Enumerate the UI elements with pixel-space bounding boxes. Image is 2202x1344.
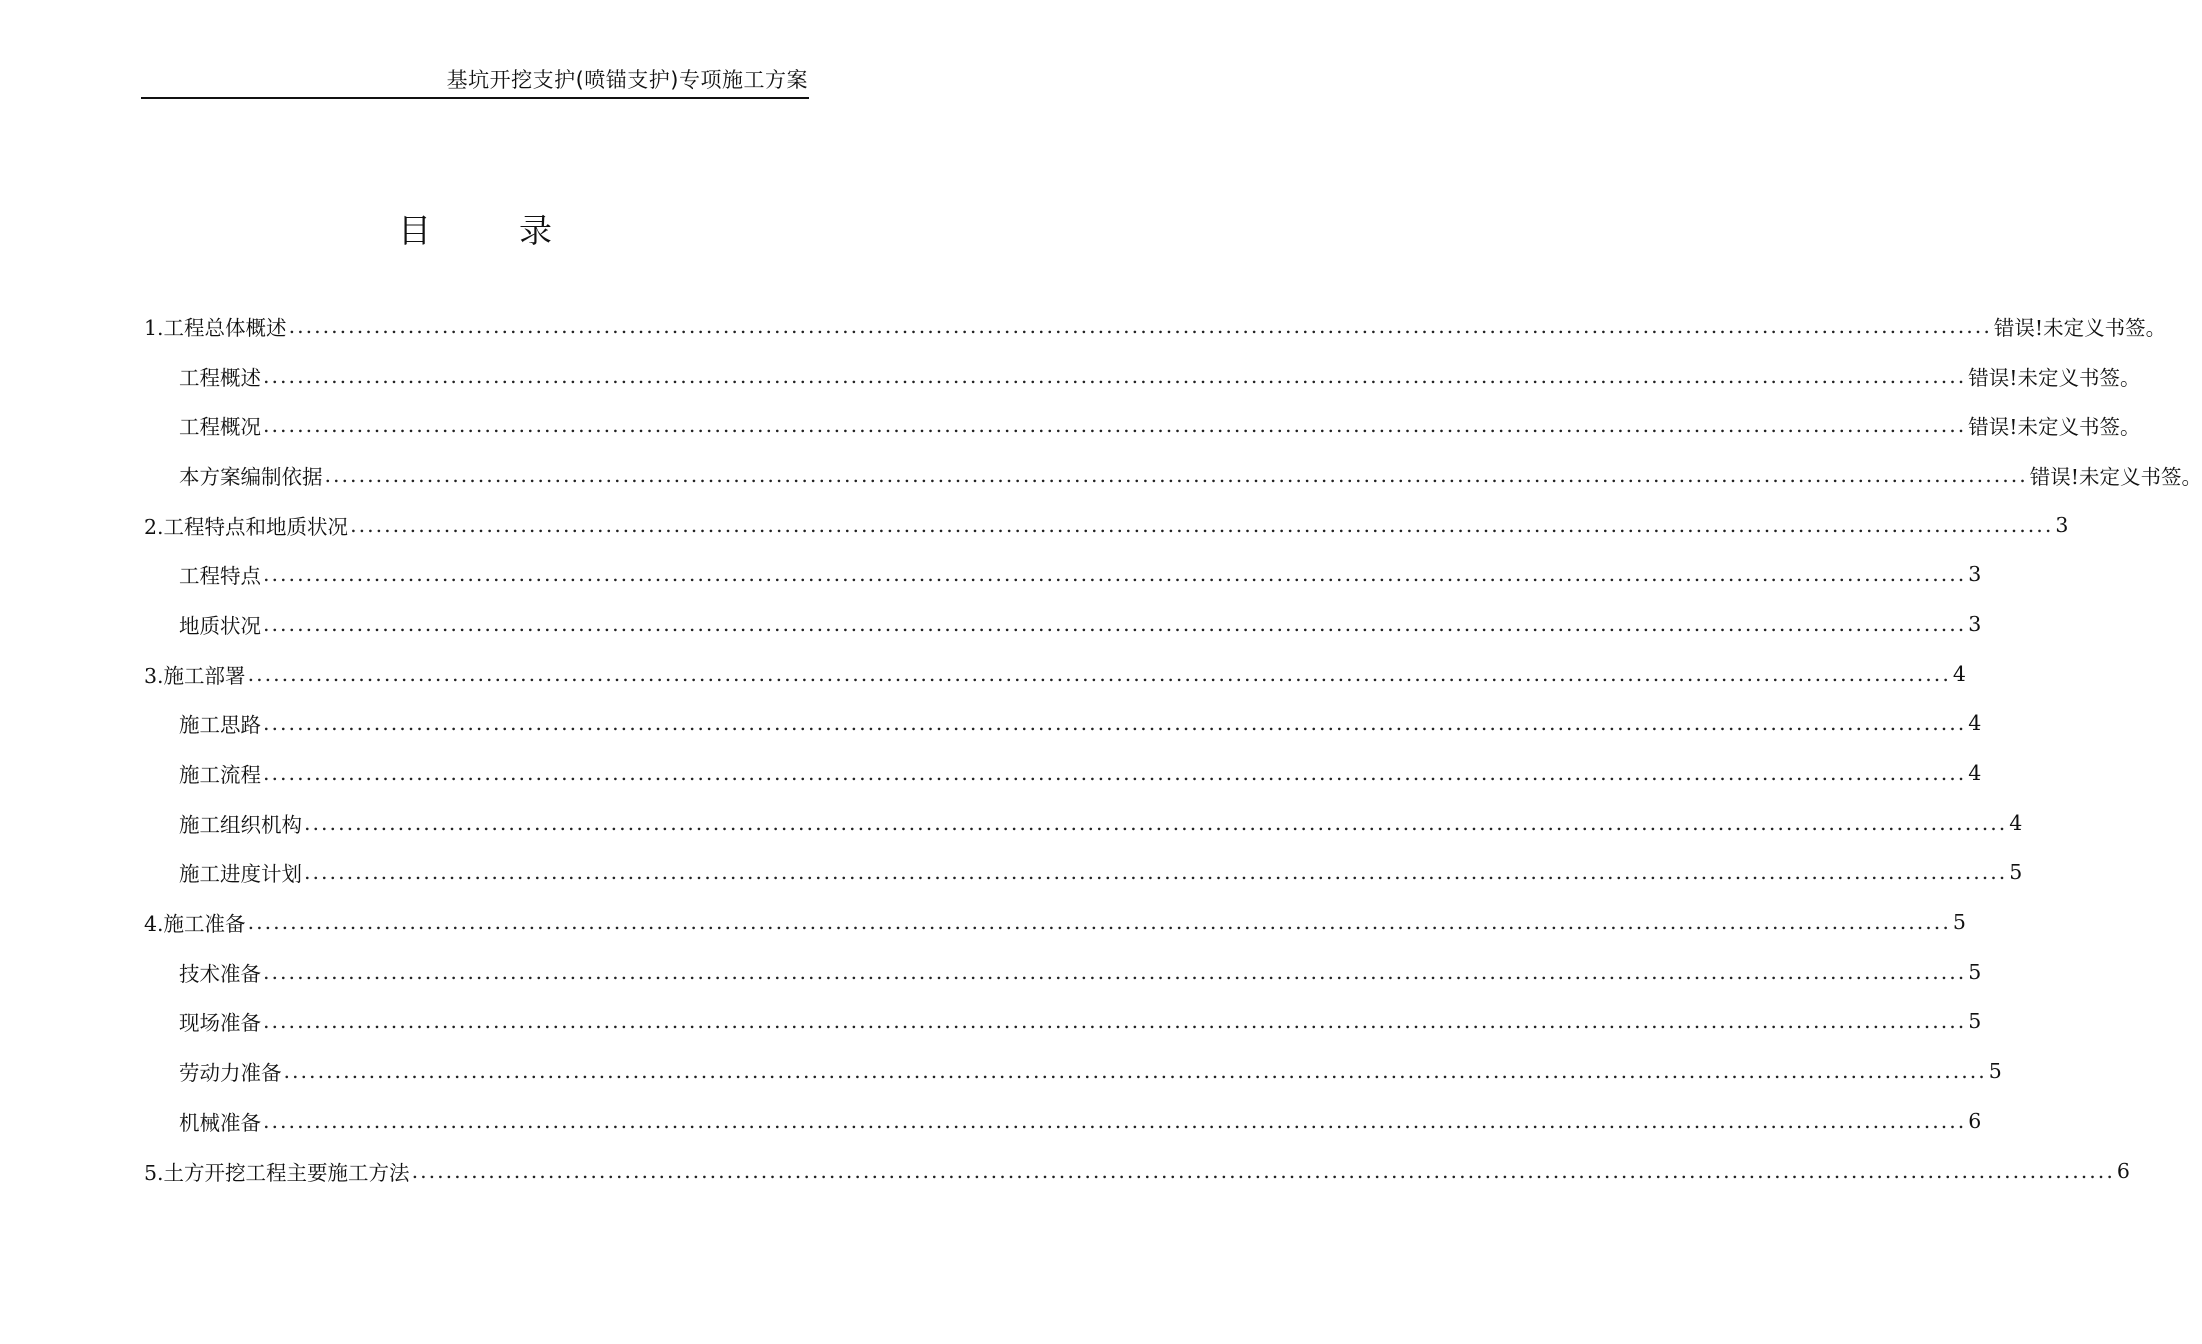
toc-entry-label: 地质状况 xyxy=(179,613,261,638)
toc-entry[interactable] xyxy=(144,848,2023,898)
toc-entry-page: 3 xyxy=(1968,562,1982,587)
toc-entry-page: 4 xyxy=(1968,711,1982,736)
toc-entry-page: 5 xyxy=(1968,959,1982,984)
toc-entry[interactable] xyxy=(144,1146,2130,1196)
toc-entry-label: 施工组织机构 xyxy=(179,812,302,837)
toc-entry-page: 3 xyxy=(2055,512,2069,537)
toc-dot-leader: ........................................................................................................................................................................................................ xyxy=(304,810,2008,835)
toc-entry-page: 错误!未定义书签。 xyxy=(2029,464,2202,489)
toc-entry-label: 施工流程 xyxy=(179,763,261,788)
toc-entry-label: 机械准备 xyxy=(179,1110,261,1135)
toc-entry[interactable] xyxy=(144,549,1982,599)
toc-entry[interactable] xyxy=(144,351,2141,401)
toc-entry[interactable] xyxy=(144,400,2141,450)
toc-entry-label: 3.施工部署 xyxy=(144,663,246,688)
toc-entry-page: 错误!未定义书签。 xyxy=(1968,415,2141,440)
toc-entry[interactable] xyxy=(144,897,1966,947)
toc-entry-label: 工程特点 xyxy=(179,564,261,589)
toc-entry[interactable] xyxy=(144,997,1982,1047)
toc-entry-page: 6 xyxy=(2116,1158,2130,1183)
toc-dot-leader: ........................................................................................................................................................................................................ xyxy=(263,413,1967,438)
toc-entry-page: 错误!未定义书签。 xyxy=(1993,315,2167,340)
toc-dot-leader: ........................................................................................................................................................................................................ xyxy=(263,711,1967,736)
toc-dot-leader: ........................................................................................................................................................................................................ xyxy=(288,313,1992,338)
toc-entry-label: 5.土方开挖工程主要施工方法 xyxy=(144,1160,410,1185)
toc-dot-leader: ........................................................................................................................................................................................................ xyxy=(324,462,2028,487)
toc-entry[interactable] xyxy=(144,500,2069,550)
toc-entry[interactable] xyxy=(144,301,2167,351)
toc-entry-page: 5 xyxy=(2009,860,2023,885)
header-divider xyxy=(141,97,809,99)
toc-entry-page: 4 xyxy=(1952,661,1966,686)
toc-entry-label: 2.工程特点和地质状况 xyxy=(144,514,349,539)
toc-entry[interactable] xyxy=(144,1096,1982,1146)
toc-heading-right: 录 xyxy=(519,211,552,250)
toc-dot-leader: ........................................................................................................................................................................................................ xyxy=(263,761,1967,786)
toc-entry-label: 1.工程总体概述 xyxy=(144,315,287,340)
toc-dot-leader: ........................................................................................................................................................................................................ xyxy=(263,363,1967,388)
toc-dot-leader: ........................................................................................................................................................................................................ xyxy=(263,1108,1967,1133)
toc-heading xyxy=(0,205,950,252)
toc-dot-leader: ........................................................................................................................................................................................................ xyxy=(350,512,2054,537)
toc-entry[interactable] xyxy=(144,599,1982,649)
toc-heading-left: 目 xyxy=(398,211,431,250)
toc-entry-label: 4.施工准备 xyxy=(144,912,246,937)
toc-entry-page: 4 xyxy=(1968,761,1982,786)
toc-entry-label: 工程概况 xyxy=(179,415,261,440)
toc-dot-leader: ........................................................................................................................................................................................................ xyxy=(283,1059,1987,1084)
toc-dot-leader: ........................................................................................................................................................................................................ xyxy=(263,959,1967,984)
toc-entry[interactable] xyxy=(144,450,2202,500)
toc-entry-label: 施工思路 xyxy=(179,713,261,738)
toc-entry-label: 施工进度计划 xyxy=(179,862,302,887)
toc-entry-page: 5 xyxy=(1952,910,1966,935)
toc-dot-leader: ........................................................................................................................................................................................................ xyxy=(411,1158,2115,1183)
toc-entry[interactable] xyxy=(144,798,2023,848)
toc-dot-leader: ........................................................................................................................................................................................................ xyxy=(263,562,1967,587)
toc-entry-page: 6 xyxy=(1968,1108,1982,1133)
toc-entry[interactable] xyxy=(144,748,1982,798)
toc-entry-label: 本方案编制依据 xyxy=(179,464,323,489)
toc-dot-leader: ........................................................................................................................................................................................................ xyxy=(247,910,1951,935)
toc-entry-page: 5 xyxy=(1968,1009,1982,1034)
toc-entry-page: 5 xyxy=(1988,1059,2002,1084)
toc-dot-leader: ........................................................................................................................................................................................................ xyxy=(247,661,1951,686)
toc-entry-label: 劳动力准备 xyxy=(179,1061,282,1086)
toc-entry-page: 错误!未定义书签。 xyxy=(1968,365,2141,390)
toc-entry-label: 工程概述 xyxy=(179,365,261,390)
toc-entry[interactable] xyxy=(144,1046,2002,1096)
toc-entry[interactable] xyxy=(144,699,1982,749)
toc-entry-page: 3 xyxy=(1968,611,1982,636)
toc-entry-label: 技术准备 xyxy=(179,961,261,986)
toc-entry-page: 4 xyxy=(2009,810,2023,835)
toc-dot-leader: ........................................................................................................................................................................................................ xyxy=(263,611,1967,636)
running-header-title: 基坑开挖支护(喷锚支护)专项施工方案 xyxy=(446,68,808,92)
toc-entry[interactable] xyxy=(144,649,1966,699)
toc-list xyxy=(144,301,2202,1195)
toc-entry-label: 现场准备 xyxy=(179,1011,261,1036)
toc-dot-leader: ........................................................................................................................................................................................................ xyxy=(263,1009,1967,1034)
toc-entry[interactable] xyxy=(144,947,1982,997)
toc-dot-leader: ........................................................................................................................................................................................................ xyxy=(304,860,2008,885)
